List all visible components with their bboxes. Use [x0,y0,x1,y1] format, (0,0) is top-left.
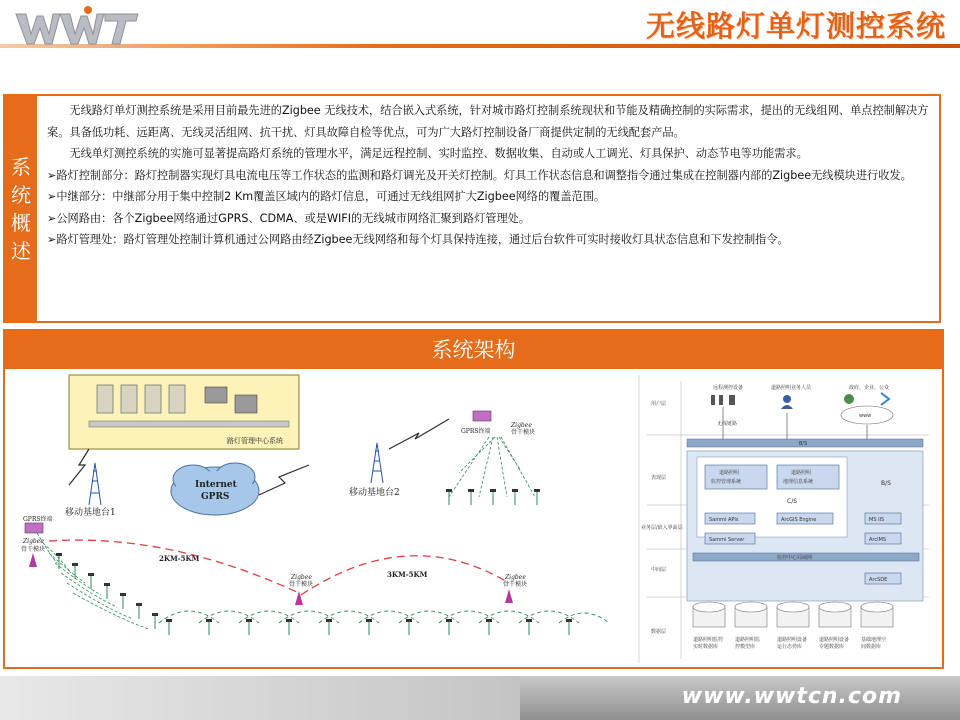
arcsde: ArcSDE [869,577,888,583]
side-char: 系 [11,155,31,179]
overview-paragraph: 无线路灯单灯测控系统是采用目前最先进的Zigbee 无线技术，结合嵌入式系统，针对城市路灯控制系统现状和节能及精确控制的实际需求，提出的无线组网、单点控制解决方案。具备低功耗、远距离、无线灵活组网、抗干扰、灯具故障自检等优点，可为广大路灯控制设备厂商提供定制的无线配套产品。 [47,104,929,139]
base-station-1-label: 移动基地台1 [65,508,116,518]
page-title: 无线路灯单灯测控系统 [645,9,946,43]
overview-bullet: ➢路灯控制部分：路灯控制器实现灯具电流电压等工作状态的监测和路灯调光及开关灯控制。灯具工作状态信息和调整指令通过集成在控制器内部的Zigbee无线模块进行收发。 [47,168,912,182]
lamp-head-icon [406,619,412,622]
overview-bullet: ➢路灯管理处：路灯管理处控制计算机通过公网路由经Zigbee无线网络和每个灯具保持连接，通过后台软件可实时接收灯具状态信息和下发控制指令。 [47,233,789,246]
database-top-icon [819,602,851,612]
overview-bullet: ➢中继部分：中继部分用于集中控制2 Km覆盖区域内的路灯信息，可通过无线组网扩大Zigbee网络的覆盖范围。 [47,190,606,203]
gprs-right-label: GPRS终端 [461,428,491,435]
zigbee-far-label: Zigbee [505,574,526,581]
lamp-head-icon [534,489,540,492]
distance-label-1: 2KM-5KM [159,554,200,563]
side-char: 述 [11,239,31,263]
layer-middle: 中间层 [651,567,667,573]
arcgis-engine: ArcGIS Engine [781,517,817,523]
lamp-head-icon [72,563,78,566]
users-1: 远程测控设备 [713,385,744,391]
center-label: 路灯管理中心系统 [227,437,283,445]
gprs-left-label: GPRS终端 [23,516,53,523]
lamp-head-icon [152,613,158,616]
lamp-head-icon [486,619,492,622]
base-station-1-icon [89,463,101,505]
zigbee-left-label: Zigbee [23,538,44,545]
overview-paragraph: 无线单灯测控系统的实施可显著提高路灯系统的管理水平，满足远程控制、实时监控、数据收集、自动或人工调光、灯具保护、动态节电等功能需求。 [69,147,808,160]
lamp-head-icon [120,593,126,596]
lamp-posts [56,489,572,635]
architecture-title: 系统架构 [5,331,942,369]
side-char: 统 [11,183,31,207]
cloud-label-internet: Internet [195,480,237,490]
lamp-head-icon [286,619,292,622]
mid-bar-label: 监控中心局域网 [777,555,813,561]
database-label: 道路照明监控模型库 [735,637,761,650]
lamp-head-icon [166,619,172,622]
lamp-head-icon [468,489,474,492]
zigbee-mid-label: Zigbee [291,574,312,581]
top-bar-label: B/S [799,441,808,447]
arcims: ArcIMS [869,537,887,543]
architecture-panel [3,329,944,669]
cs-label: C/S [787,498,798,505]
overview-bullet: ➢公网路由：各个Zigbee网络通过GPRS、CDMA、或是WIFI的无线城市网络汇聚到路灯管理处。 [47,211,531,225]
gprs-terminal-left-icon [25,523,43,533]
lamp-head-icon [446,619,452,622]
zigbee-right-label: Zigbee [511,422,532,429]
lamp-head-icon [490,489,496,492]
footer-highlight [0,676,520,720]
layer-business: 业务层/嵌入界面层 [641,525,683,531]
databases [693,602,893,650]
base-station-2-icon [371,443,383,483]
lamp-head-icon [206,619,212,622]
overview-text [47,100,933,251]
layer-architecture-diagram [637,373,935,665]
module-far-label: 骨干模块 [503,581,528,588]
box2-line1: 道路照明 [791,470,812,476]
footer-url: www.wwtcn.com [681,684,902,709]
lamp-head-icon [326,619,332,622]
cloud-label-gprs: GPRS [201,492,230,502]
lamp-head-icon [366,619,372,622]
module-mid-label: 骨干模块 [289,581,314,588]
network-diagram [9,373,629,665]
lamp-head-icon [104,583,110,586]
wwt-logo [12,4,142,50]
layer-data: 数据层 [651,629,667,635]
user-icon [783,395,791,403]
database-top-icon [735,602,767,612]
management-center [69,375,299,449]
base-station-2-label: 移动基地台2 [349,488,400,498]
lamp-head-icon [526,619,532,622]
database-label: 基础地理空间数据库 [861,637,887,650]
lamp-head-icon [446,489,452,492]
users-3: 政府、企业、公众 [849,385,890,391]
device-icons [711,395,735,405]
box1-line1: 道路照明 [719,470,740,476]
users-2: 道路照明业务人员 [771,385,812,391]
bs-label: B/S [881,480,891,487]
database-label: 道路照明监控实时数据库 [693,637,724,650]
module-left-label: 骨干模块 [21,546,46,553]
side-char: 概 [11,211,31,235]
sammi-server: Sammi Server [709,537,745,543]
database-top-icon [861,602,893,612]
database-top-icon [693,602,725,612]
ms-iis: MS IIS [869,517,885,523]
lamp-head-icon [512,489,518,492]
wireless-label: 无线链路 [717,421,738,427]
www-label: www [859,413,872,419]
lamp-head-icon [246,619,252,622]
sammi-apis: Sammi APIs [709,517,739,523]
layer-user: 用户层 [651,401,667,407]
box2-line2: 地理信息系统 [783,479,814,485]
layer-presentation: 表现层 [651,475,667,481]
database-label: 道路照明设备专题数据库 [819,637,850,650]
distance-label-2: 3KM-5KM [387,570,428,579]
gprs-terminal-right-icon [473,411,491,421]
www-cloud-icon [841,393,893,424]
database-label: 道路照明设备运行态势库 [777,637,808,650]
lamp-head-icon [56,553,62,556]
lamp-head-icon [136,603,142,606]
lamp-head-icon [88,573,94,576]
overview-side-label [5,96,37,321]
box1-line2: 监控管理系统 [711,479,742,485]
module-right-label: 骨干模块 [511,429,536,436]
database-top-icon [777,602,809,612]
lamp-head-icon [566,619,572,622]
overview-panel [3,94,941,323]
internet-cloud [171,463,259,515]
